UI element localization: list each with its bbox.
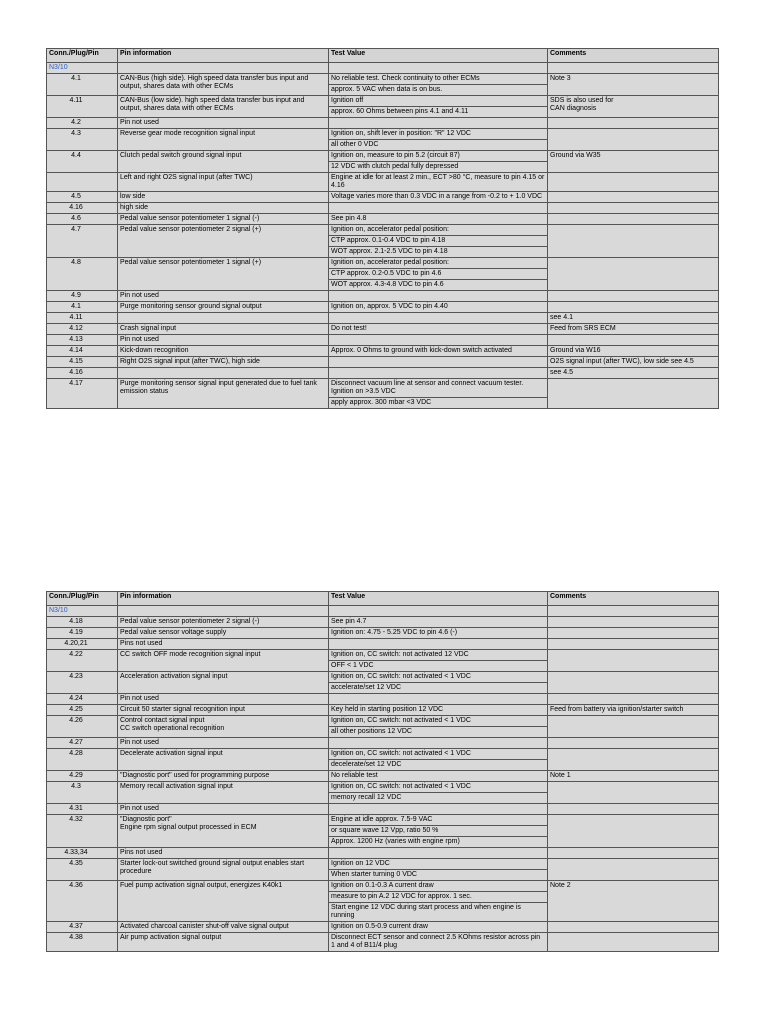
test-value-cell	[329, 672, 548, 694]
pin-information: Pins not used	[118, 639, 329, 650]
test-value-cell	[329, 302, 548, 313]
pin-number	[47, 173, 118, 192]
pin-number: 4.24	[47, 694, 118, 705]
pin-number: 4.1	[47, 302, 118, 313]
pin-information	[118, 313, 329, 324]
header-row	[47, 592, 719, 606]
pin-information: CC switch OFF mode recognition signal input	[118, 650, 329, 672]
test-value-line: all other 0 VDC	[331, 141, 379, 148]
table-row	[47, 96, 719, 118]
pin-information: Control contact signal input CC switch operational recognition	[118, 716, 329, 738]
pin-number: 4.20,21	[47, 639, 118, 650]
pinout-table-2	[46, 591, 719, 952]
col-header-test-value: Test Value	[329, 592, 548, 606]
col-header-comments: Comments	[548, 592, 719, 606]
pin-information: Right O2S signal input (after TWC), high side	[118, 357, 329, 368]
pin-number: 4.37	[47, 922, 118, 933]
pin-information: Pedal value sensor potentiometer 2 signal (-)	[118, 617, 329, 628]
pin-information: Activated charcoal canister shut-off valve signal output	[118, 922, 329, 933]
test-value-line	[329, 291, 547, 301]
test-value-cell	[329, 214, 548, 225]
test-value-line: Ignition on, CC switch: not activated < 1 VDC	[329, 782, 547, 793]
pin-number: 4.4	[47, 151, 118, 173]
test-value-line: Ignition on, measure to pin 5.2 (circuit 87)	[329, 151, 547, 162]
test-value-line	[329, 357, 547, 367]
pin-information: Left and right O2S signal input (after TWC)	[118, 173, 329, 192]
comment: SDS is also used for CAN diagnosis	[548, 96, 719, 118]
pin-number: 4.32	[47, 815, 118, 848]
pin-number: 4.16	[47, 203, 118, 214]
table-row	[47, 628, 719, 639]
test-value-cell	[329, 804, 548, 815]
pin-number: 4.9	[47, 291, 118, 302]
test-value-line	[329, 848, 547, 858]
pin-information: Pin not used	[118, 694, 329, 705]
test-value-line: Engine at idle for at least 2 min., ECT >80 °C, measure to pin 4.15 or 4.16	[331, 174, 545, 189]
comment	[548, 628, 719, 639]
comment	[548, 650, 719, 672]
table-row	[47, 335, 719, 346]
test-value-line: Ignition on, shift lever in position: "R" 12 VDC	[329, 129, 547, 140]
test-value-cell	[329, 118, 548, 129]
table-row	[47, 291, 719, 302]
test-value-line: Approx. 1200 Hz (varies with engine rpm)	[331, 838, 460, 845]
pin-information: Pin not used	[118, 804, 329, 815]
table-row	[47, 848, 719, 859]
test-value-line: Approx. 0 Ohms to ground with kick-down switch activated	[331, 347, 512, 354]
comment	[548, 379, 719, 409]
test-value-line: WOT approx. 2.1-2.5 VDC to pin 4.18	[331, 248, 448, 255]
pin-number: 4.11	[47, 96, 118, 118]
comment	[548, 225, 719, 258]
comment	[548, 922, 719, 933]
connector-label: N3/10	[47, 606, 118, 617]
table-row	[47, 650, 719, 672]
table-row	[47, 203, 719, 214]
test-value-cell	[329, 368, 548, 379]
test-value-cell	[329, 771, 548, 782]
test-value-line	[329, 804, 547, 814]
test-value-line: Disconnect ECT sensor and connect 2.5 KOhms resistor across pin 1 and 4 of B11/4 plug	[331, 934, 541, 949]
table-row	[47, 151, 719, 173]
test-value-line: No reliable test. Check continuity to other ECMs	[329, 74, 547, 85]
pin-number: 4.33,34	[47, 848, 118, 859]
pin-information: Pin not used	[118, 291, 329, 302]
pin-number: 4.11	[47, 313, 118, 324]
test-value-line: apply approx. 300 mbar <3 VDC	[331, 399, 432, 406]
pin-information: Pins not used	[118, 848, 329, 859]
pin-number: 4.6	[47, 214, 118, 225]
table-row	[47, 705, 719, 716]
test-value-line: Ignition on, approx. 5 VDC to pin 4.40	[331, 303, 448, 310]
table-row	[47, 639, 719, 650]
test-value-cell	[329, 129, 548, 151]
pin-number: 4.36	[47, 881, 118, 922]
pinout-table-1	[46, 48, 719, 409]
pin-number: 4.16	[47, 368, 118, 379]
test-value-line: Ignition on, accelerator pedal position:	[329, 258, 547, 269]
test-value-cell	[329, 151, 548, 173]
test-value-cell	[329, 716, 548, 738]
pin-information	[118, 368, 329, 379]
comment	[548, 129, 719, 151]
col-header-comments: Comments	[548, 49, 719, 63]
table-row	[47, 173, 719, 192]
table-row	[47, 815, 719, 848]
comment: Ground via W16	[548, 346, 719, 357]
comment	[548, 672, 719, 694]
table-row	[47, 922, 719, 933]
pin-number: 4.17	[47, 379, 118, 409]
comment	[548, 203, 719, 214]
test-value-line: Disconnect vacuum line at sensor and connect vacuum tester. Ignition on >3.5 VDC	[329, 379, 547, 398]
pin-information: Decelerate activation signal input	[118, 749, 329, 771]
col-header-test-value: Test Value	[329, 49, 548, 63]
test-value-line	[329, 313, 547, 323]
test-value-cell	[329, 881, 548, 922]
test-value-cell	[329, 650, 548, 672]
comment	[548, 639, 719, 650]
test-value-cell	[329, 815, 548, 848]
table-row	[47, 933, 719, 952]
pin-number: 4.12	[47, 324, 118, 335]
table-row	[47, 357, 719, 368]
pin-information: Pedal value sensor voltage supply	[118, 628, 329, 639]
pin-number: 4.7	[47, 225, 118, 258]
pin-information: Crash signal input	[118, 324, 329, 335]
pin-number: 4.14	[47, 346, 118, 357]
table-row	[47, 302, 719, 313]
col-header-conn: Conn./Plug/Pin	[47, 49, 118, 63]
test-value-cell	[329, 96, 548, 118]
comment	[548, 782, 719, 804]
comment	[548, 859, 719, 881]
test-value-line: Start engine 12 VDC during start process and when engine is running	[331, 904, 521, 919]
test-value-cell	[329, 357, 548, 368]
test-value-line: Ignition on 0.5-0.9 current draw	[331, 923, 428, 930]
test-value-cell	[329, 74, 548, 96]
test-value-cell	[329, 258, 548, 291]
test-value-line	[329, 368, 547, 378]
test-value-cell	[329, 859, 548, 881]
comment	[548, 291, 719, 302]
test-value-cell	[329, 192, 548, 203]
connector-row	[47, 63, 719, 74]
test-value-line: WOT approx. 4.3-4.8 VDC to pin 4.6	[331, 281, 444, 288]
test-value-line: CTP approx. 0.2-0.5 VDC to pin 4.6	[329, 269, 547, 280]
table-row	[47, 118, 719, 129]
pin-number: 4.23	[47, 672, 118, 694]
test-value-cell	[329, 848, 548, 859]
test-value-line: Ignition on, CC switch: not activated < 1 VDC	[329, 749, 547, 760]
test-value-line: all other positions 12 VDC	[331, 728, 412, 735]
table-row	[47, 716, 719, 738]
test-value-line: or square wave 12 Vpp, ratio 50 %	[329, 826, 547, 837]
test-value-cell	[329, 324, 548, 335]
pin-information: low side	[118, 192, 329, 203]
header-row	[47, 49, 719, 63]
comment: O2S signal input (after TWC), low side see 4.5	[548, 357, 719, 368]
connector-label: N3/10	[47, 63, 118, 74]
comment	[548, 933, 719, 952]
pin-information: "Diagnostic port" used for programming purpose	[118, 771, 329, 782]
comment: Note 2	[548, 881, 719, 922]
test-value-line: decelerate/set 12 VDC	[331, 761, 402, 768]
comment	[548, 617, 719, 628]
test-value-cell	[329, 628, 548, 639]
test-value-line: OFF < 1 VDC	[331, 662, 374, 669]
pin-information: high side	[118, 203, 329, 214]
comment	[548, 335, 719, 346]
pin-information: Pin not used	[118, 118, 329, 129]
pin-number: 4.29	[47, 771, 118, 782]
table-row	[47, 74, 719, 96]
table-row	[47, 694, 719, 705]
table-row	[47, 617, 719, 628]
comment	[548, 192, 719, 203]
pin-number: 4.28	[47, 749, 118, 771]
test-value-cell	[329, 346, 548, 357]
pin-information: Air pump activation signal output	[118, 933, 329, 952]
test-value-line: Do not test!	[331, 325, 367, 332]
pin-information: Pin not used	[118, 335, 329, 346]
pin-information: Pin not used	[118, 738, 329, 749]
test-value-line: memory recall 12 VDC	[331, 794, 402, 801]
table-row	[47, 379, 719, 409]
test-value-cell	[329, 738, 548, 749]
pin-number: 4.2	[47, 118, 118, 129]
pin-number: 4.5	[47, 192, 118, 203]
comment: Ground via W35	[548, 151, 719, 173]
test-value-cell	[329, 203, 548, 214]
pin-number: 4.19	[47, 628, 118, 639]
comment	[548, 716, 719, 738]
pin-information: "Diagnostic port" Engine rpm signal output processed in ECM	[118, 815, 329, 848]
table-row	[47, 225, 719, 258]
test-value-cell	[329, 749, 548, 771]
test-value-cell	[329, 173, 548, 192]
pin-information: Starter lock-out switched ground signal output enables start procedure	[118, 859, 329, 881]
test-value-cell	[329, 922, 548, 933]
test-value-line: Ignition on 0.1-0.3 A current draw	[329, 881, 547, 892]
pin-number: 4.27	[47, 738, 118, 749]
pin-number: 4.22	[47, 650, 118, 672]
test-value-line: Ignition on, accelerator pedal position:	[329, 225, 547, 236]
test-value-line: CTP approx. 0.1-0.4 VDC to pin 4.18	[329, 236, 547, 247]
pin-number: 4.35	[47, 859, 118, 881]
pin-number: 4.13	[47, 335, 118, 346]
table-row	[47, 313, 719, 324]
pin-information: Pedal value sensor potentiometer 1 signal (+)	[118, 258, 329, 291]
table-row	[47, 129, 719, 151]
test-value-cell	[329, 705, 548, 716]
test-value-line	[329, 639, 547, 649]
test-value-cell	[329, 933, 548, 952]
pin-number: 4.3	[47, 129, 118, 151]
comment: see 4.1	[548, 313, 719, 324]
test-value-cell	[329, 639, 548, 650]
pin-number: 4.25	[47, 705, 118, 716]
table-row	[47, 346, 719, 357]
comment	[548, 815, 719, 848]
pin-number: 4.15	[47, 357, 118, 368]
table-row	[47, 368, 719, 379]
connector-row	[47, 606, 719, 617]
test-value-line: 12 VDC with clutch pedal fully depressed	[331, 163, 459, 170]
pin-number: 4.38	[47, 933, 118, 952]
table-row	[47, 771, 719, 782]
pin-information: Purge monitoring sensor signal input generated due to fuel tank emission status	[118, 379, 329, 409]
test-value-cell	[329, 225, 548, 258]
comment	[548, 302, 719, 313]
pin-number: 4.1	[47, 74, 118, 96]
table-row	[47, 782, 719, 804]
pin-information: Reverse gear mode recognition signal input	[118, 129, 329, 151]
col-header-conn: Conn./Plug/Pin	[47, 592, 118, 606]
test-value-line: Ignition on: 4.75 - 5.25 VDC to pin 4.6 (-)	[331, 629, 458, 636]
pin-information: Fuel pump activation signal output, energizes K40k1	[118, 881, 329, 922]
test-value-line: accelerate/set 12 VDC	[331, 684, 402, 691]
comment	[548, 848, 719, 859]
table-row	[47, 672, 719, 694]
test-value-line: Ignition on, CC switch: not activated < 1 VDC	[329, 716, 547, 727]
pin-information: Kick-down recognition	[118, 346, 329, 357]
table-row	[47, 749, 719, 771]
test-value-line: approx. 5 VAC when data is on bus.	[331, 86, 443, 93]
test-value-line: Engine at idle approx. 7.5-9 VAC	[329, 815, 547, 826]
comment	[548, 804, 719, 815]
pin-information: Circuit 50 starter signal recognition input	[118, 705, 329, 716]
pin-number: 4.18	[47, 617, 118, 628]
pin-information: Purge monitoring sensor ground signal output	[118, 302, 329, 313]
test-value-line: Ignition on 12 VDC	[329, 859, 547, 870]
test-value-cell	[329, 694, 548, 705]
test-value-line: Voltage varies more than 0.3 VDC in a range from -0.2 to + 1.0 VDC	[331, 193, 543, 200]
pin-information: Memory recall activation signal input	[118, 782, 329, 804]
pin-information: Pedal value sensor potentiometer 2 signal (+)	[118, 225, 329, 258]
comment	[548, 738, 719, 749]
test-value-cell	[329, 617, 548, 628]
test-value-line: measure to pin A.2 12 VDC for approx. 1 sec.	[329, 892, 547, 903]
test-value-line: Ignition on, CC switch: not activated < 1 VDC	[329, 672, 547, 683]
table-row	[47, 324, 719, 335]
col-header-pin-info: Pin information	[118, 592, 329, 606]
comment: Note 1	[548, 771, 719, 782]
test-value-line	[329, 738, 547, 748]
test-value-cell	[329, 379, 548, 409]
pin-number: 4.31	[47, 804, 118, 815]
comment	[548, 118, 719, 129]
table-row	[47, 859, 719, 881]
pin-information: Clutch pedal switch ground signal input	[118, 151, 329, 173]
comment	[548, 258, 719, 291]
test-value-cell	[329, 313, 548, 324]
test-value-line	[329, 118, 547, 128]
comment	[548, 749, 719, 771]
test-value-line: No reliable test	[331, 772, 378, 779]
pin-number: 4.3	[47, 782, 118, 804]
test-value-line: Ignition on, CC switch: not activated 12 VDC	[329, 650, 547, 661]
test-value-line: approx. 60 Ohms between pins 4.1 and 4.11	[331, 108, 469, 115]
test-value-line	[329, 335, 547, 345]
comment: see 4.5	[548, 368, 719, 379]
table-row	[47, 258, 719, 291]
test-value-line: See pin 4.8	[331, 215, 367, 222]
test-value-line: Key held in starting position 12 VDC	[331, 706, 444, 713]
table-row	[47, 881, 719, 922]
test-value-line: See pin 4.7	[331, 618, 367, 625]
table-row	[47, 738, 719, 749]
test-value-line	[329, 694, 547, 704]
comment: Feed from battery via ignition/starter switch	[548, 705, 719, 716]
table-row	[47, 214, 719, 225]
test-value-line: When starter turning 0 VDC	[331, 871, 417, 878]
col-header-pin-info: Pin information	[118, 49, 329, 63]
test-value-cell	[329, 291, 548, 302]
pin-number: 4.8	[47, 258, 118, 291]
pin-information: Acceleration activation signal input	[118, 672, 329, 694]
comment: Feed from SRS ECM	[548, 324, 719, 335]
test-value-cell	[329, 782, 548, 804]
comment	[548, 694, 719, 705]
test-value-cell	[329, 335, 548, 346]
comment: Note 3	[548, 74, 719, 96]
comment	[548, 173, 719, 192]
pin-information: CAN-Bus (low side). high speed data transfer bus input and output, shares data with other ECMs	[118, 96, 329, 118]
pin-information: Pedal value sensor potentiometer 1 signal (-)	[118, 214, 329, 225]
table-row	[47, 804, 719, 815]
table-row	[47, 192, 719, 203]
test-value-line: Ignition off	[329, 96, 547, 107]
test-value-line	[329, 203, 547, 213]
comment	[548, 214, 719, 225]
pin-information: CAN-Bus (high side). High speed data transfer bus input and output, shares data with other ECMs	[118, 74, 329, 96]
pin-number: 4.26	[47, 716, 118, 738]
